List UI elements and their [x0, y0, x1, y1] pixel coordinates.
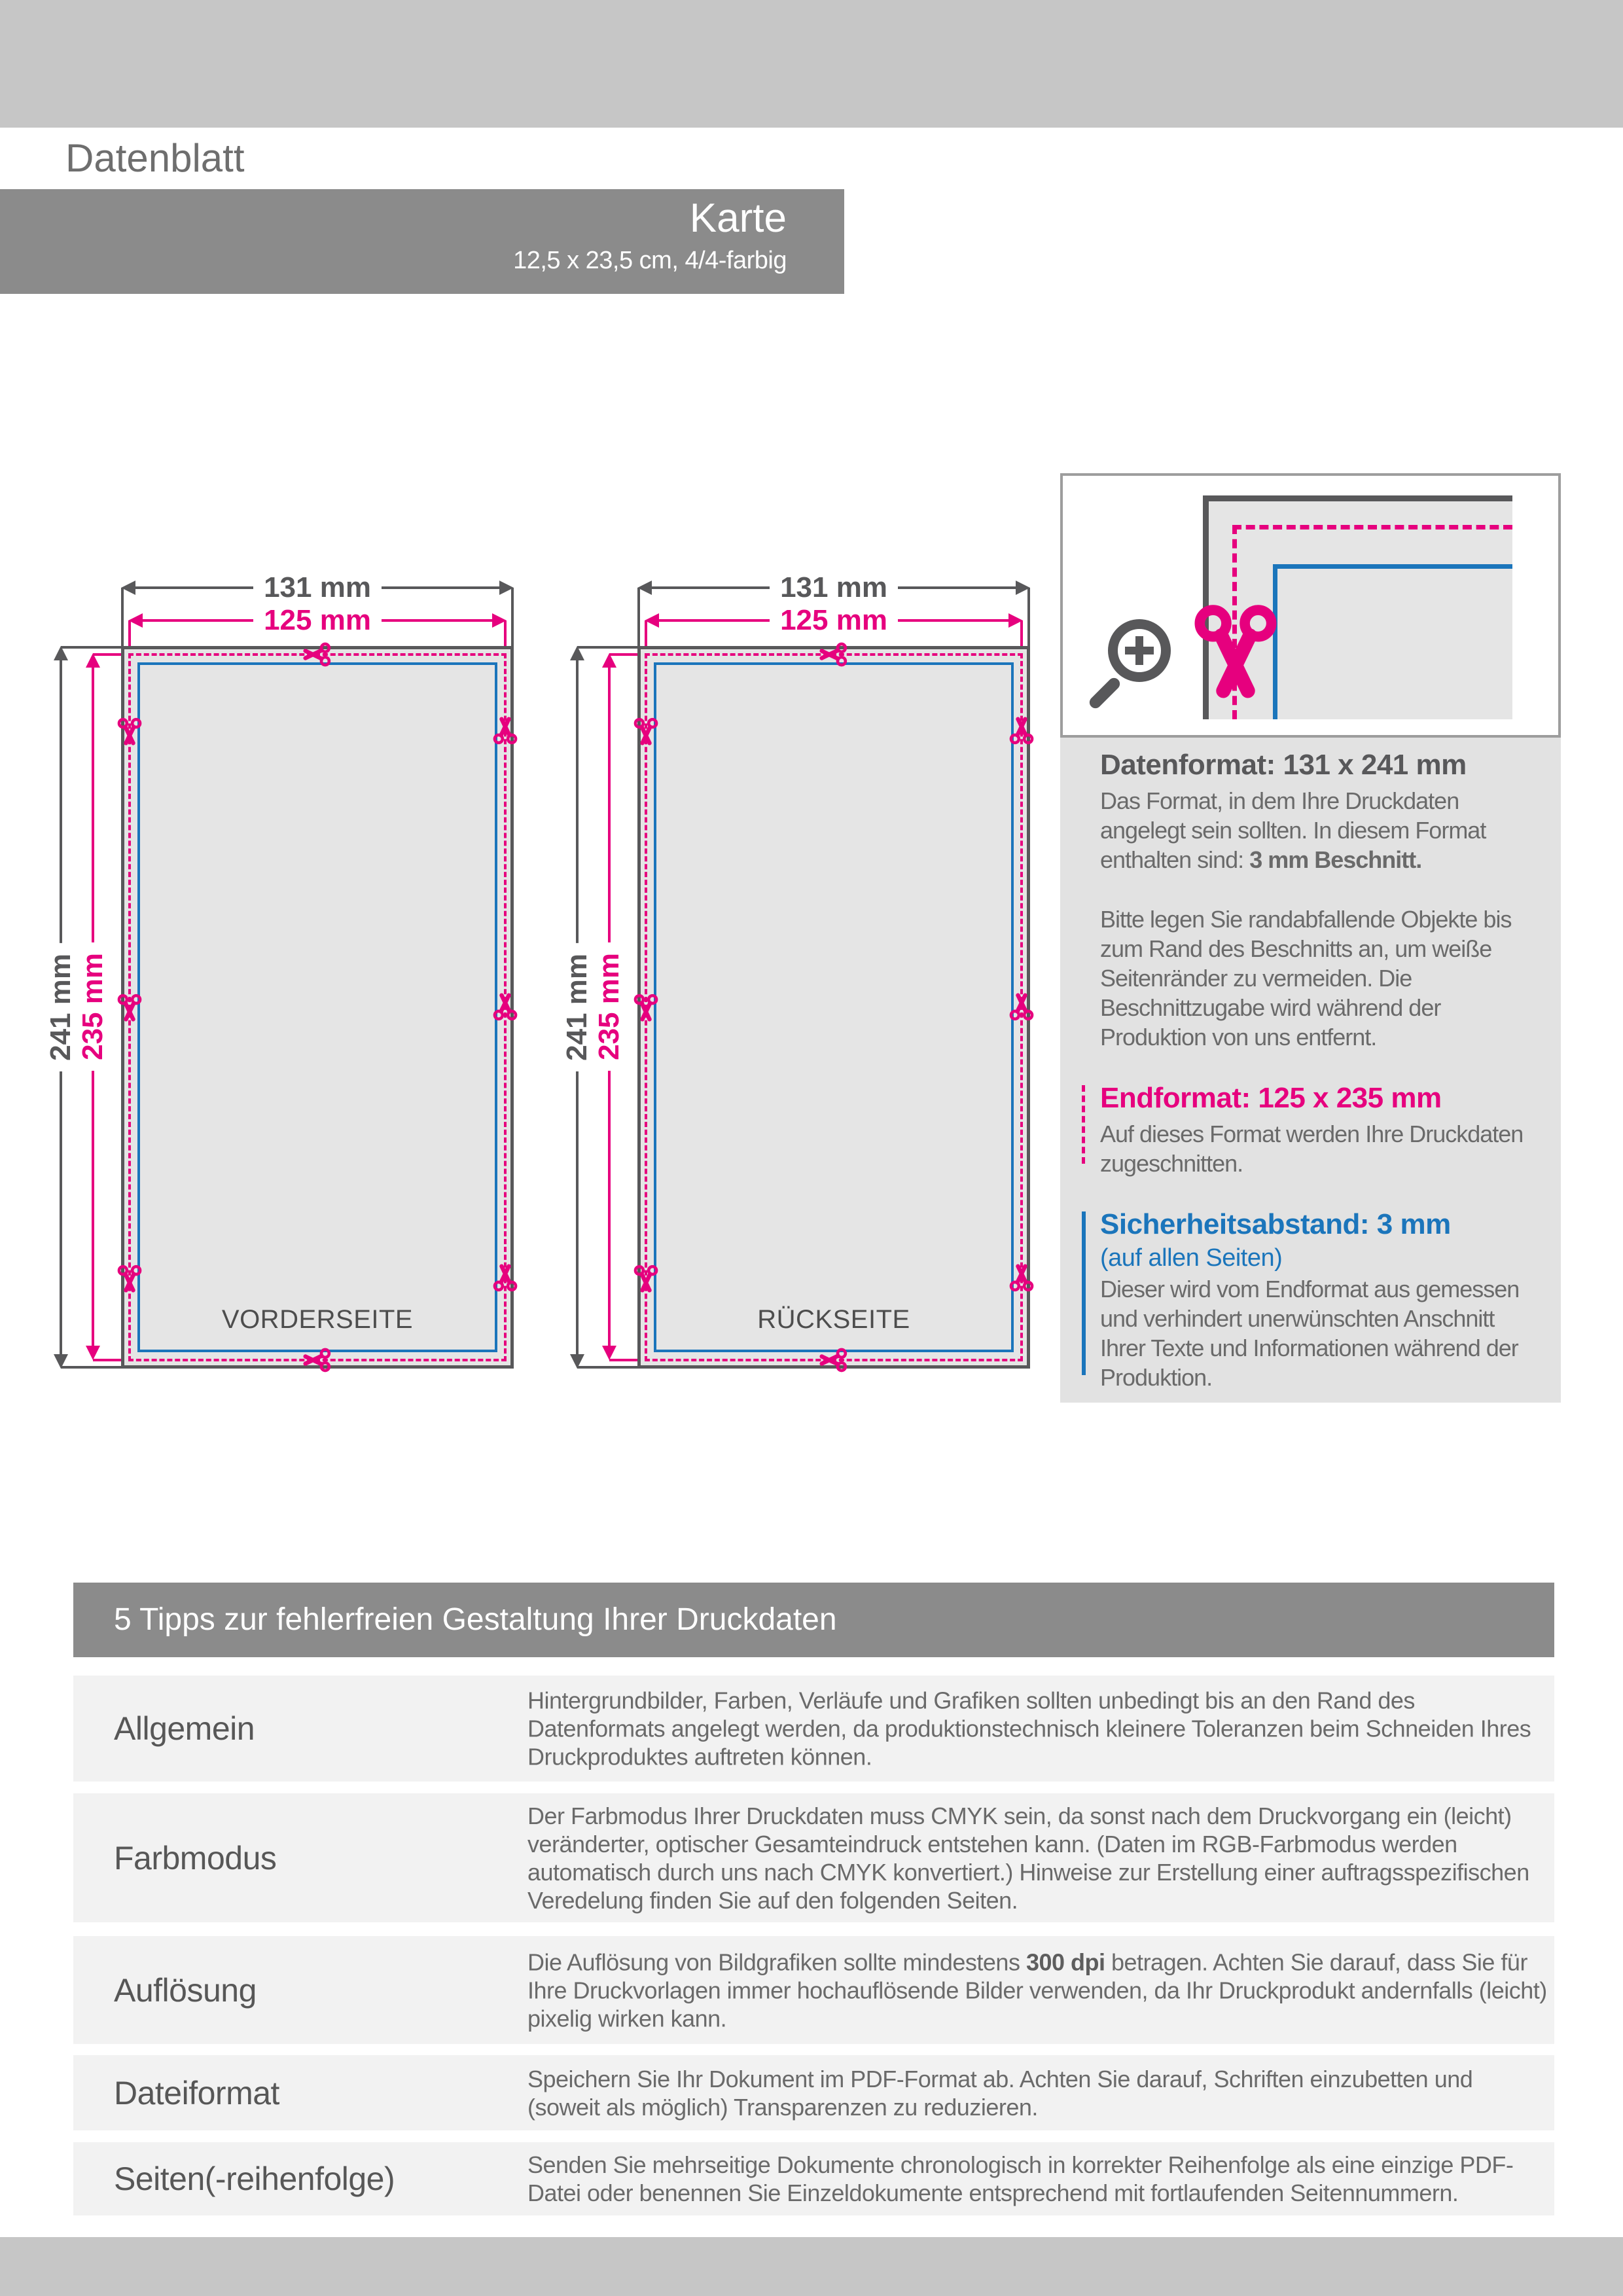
- tip-row-dateiformat: [73, 2055, 1554, 2130]
- extension-line: [511, 588, 514, 646]
- format-info-panel: [1060, 738, 1561, 1403]
- dimension-height-inner: [595, 653, 624, 1360]
- scissors-icon: [819, 640, 848, 669]
- tip-text: Die Auflösung von Bildgrafiken sollte mindestens 300 dpi betragen. Achten Sie darauf, dass Sie für Ihre Druckvorlagen immer hochauflösende Bilder verwenden, da Ihr Druckprodukt andernfalls (leicht) pixelig wirken kann.: [527, 1948, 1547, 2032]
- scissors-icon: [491, 717, 520, 745]
- back-card-diagram: [561, 571, 1030, 1369]
- tip-label: Seiten(-reihenfolge): [114, 2161, 395, 2197]
- extension-line: [61, 646, 121, 649]
- tip-text: Hintergrundbilder, Farben, Verläufe und Grafiken sollten unbedingt bis an den Rand des Datenformats angelegt werden, da produktionstechnisch kleinere Toleranzen beim Schneiden Ihres Druckproduktes auftreten können.: [527, 1687, 1531, 1770]
- dim-label-131: 131 mm: [264, 571, 371, 603]
- endformat-section: [1100, 1081, 1537, 1178]
- dim-label-131: 131 mm: [780, 571, 887, 603]
- scissors-icon: [115, 993, 144, 1022]
- blue-solid-rule: [1082, 1211, 1086, 1375]
- tip-label: Dateiformat: [114, 2074, 279, 2111]
- card-corner-magnified: [1203, 495, 1512, 719]
- product-subtitle: 12,5 x 23,5 cm, 4/4-farbig: [513, 247, 787, 274]
- endformat-heading: Endformat: 125 x 235 mm: [1100, 1082, 1442, 1114]
- dimension-width-inner: [645, 606, 1023, 635]
- tip-label: Farbmodus: [114, 1839, 277, 1876]
- tip-row-farbmodus: [73, 1793, 1554, 1922]
- dim-label-235: 235 mm: [593, 942, 626, 1071]
- top-gray-band: [0, 0, 1623, 128]
- dimension-width-outer: [637, 573, 1030, 602]
- tip-row-allgemein: [73, 1676, 1554, 1782]
- sicherheitsabstand-heading: Sicherheitsabstand: 3 mm: [1100, 1208, 1451, 1240]
- extension-line: [61, 1366, 121, 1369]
- datenblatt-label: Datenblatt: [65, 136, 245, 180]
- dimension-width-outer: [121, 573, 514, 602]
- scissors-icon: [1186, 601, 1285, 699]
- extension-line: [121, 588, 124, 646]
- safety-margin-rect: [137, 662, 497, 1352]
- product-banner: [0, 189, 844, 294]
- datenformat-heading: Datenformat: 131 x 241 mm: [1100, 749, 1467, 781]
- scissors-icon: [491, 1264, 520, 1293]
- scissors-icon: [303, 640, 332, 669]
- tip-text: Senden Sie mehrseitige Dokumente chronologisch in korrekter Reihenfolge als eine einzige PDF-Datei oder benennen Sie Einzeldokumente entsprechend mit fortlaufenden Seitennummern.: [527, 2151, 1514, 2206]
- front-card-diagram: [45, 571, 514, 1369]
- dimension-width-inner: [128, 606, 507, 635]
- front-side-label: VORDERSEITE: [221, 1305, 414, 1334]
- datenformat-body: Das Format, in dem Ihre Druckdaten angelegt sein sollten. In diesem Format enthalten sind: 3 mm Beschnitt.: [1100, 787, 1486, 873]
- scissors-icon: [819, 1346, 848, 1374]
- dim-label-241: 241 mm: [45, 943, 77, 1071]
- dimension-height-outer: [46, 646, 75, 1369]
- tips-heading: 5 Tipps zur fehlerfreien Gestaltung Ihrer Druckdaten: [114, 1602, 837, 1637]
- sicherheitsabstand-subheading: (auf allen Seiten): [1100, 1244, 1283, 1272]
- extension-line: [637, 588, 640, 646]
- dimension-height-inner: [79, 653, 107, 1360]
- safety-margin-line: [1273, 564, 1512, 719]
- extension-line: [1027, 588, 1030, 646]
- dim-label-235: 235 mm: [77, 942, 109, 1071]
- scissors-icon: [632, 1264, 660, 1293]
- scissors-icon: [1007, 1264, 1036, 1293]
- datenblatt-tag: [0, 128, 332, 189]
- safety-margin-rect: [654, 662, 1014, 1352]
- dimension-height-outer: [563, 646, 592, 1369]
- bleed-detail-box: [1060, 473, 1561, 738]
- back-side-label: RÜCKSEITE: [757, 1305, 910, 1334]
- scissors-icon: [1007, 717, 1036, 745]
- datenformat-section: [1100, 748, 1537, 1052]
- magenta-dashed-rule: [1082, 1085, 1085, 1164]
- tip-row-seitenreihenfolge: [73, 2142, 1554, 2215]
- extension-line: [577, 646, 637, 649]
- product-title: Karte: [689, 196, 787, 241]
- tip-label: Allgemein: [114, 1710, 255, 1747]
- scissors-icon: [115, 717, 144, 745]
- tip-label: Auflösung: [114, 1971, 257, 2009]
- sicherheitsabstand-section: [1100, 1208, 1537, 1392]
- tips-header-bar: [73, 1583, 1554, 1657]
- tip-text: Speichern Sie Ihr Dokument im PDF-Format ab. Achten Sie darauf, Schriften einzubetten und (soweit als möglich) Transparenzen zu reduzieren.: [527, 2065, 1473, 2121]
- tip-text: Der Farbmodus Ihrer Druckdaten muss CMYK sein, da sonst nach dem Druckvorgang ein (leicht) veränderter, optischer Gesamteindruck entstehen kann. (Daten im RGB-Farbmodus werden automatisch durch uns nach CMYK konvertiert.) Hinweise zur Erstellung einer auftragsspezifischen Veredelung finden Sie auf den folgenden Seiten.: [527, 1802, 1529, 1914]
- arrow-down-icon: [86, 1346, 100, 1360]
- bottom-gray-band: [0, 2237, 1623, 2296]
- dim-label-125: 125 mm: [780, 604, 887, 636]
- scissors-icon: [491, 993, 520, 1022]
- dim-label-241: 241 mm: [561, 943, 594, 1071]
- endformat-body: Auf dieses Format werden Ihre Druckdaten zugeschnitten.: [1100, 1121, 1524, 1177]
- scissors-icon: [303, 1346, 332, 1374]
- scissors-icon: [115, 1264, 144, 1293]
- arrow-down-icon: [602, 1346, 616, 1360]
- sicherheitsabstand-body: Dieser wird vom Endformat aus gemessen und verhindert unerwünschten Anschnitt Ihrer Texte und Informationen während der Produktion.: [1100, 1276, 1520, 1391]
- extension-line: [577, 1366, 637, 1369]
- tip-row-aufloesung: [73, 1936, 1554, 2044]
- datenformat-body-2: Bitte legen Sie randabfallende Objekte bis zum Rand des Beschnitts an, um weiße Seitenränder zu vermeiden. Die Beschnittzugabe wird während der Produktion von uns entfernt.: [1100, 906, 1512, 1050]
- scissors-icon: [1007, 993, 1036, 1022]
- scissors-icon: [632, 993, 660, 1022]
- magnifier-plus-icon: [1108, 619, 1171, 682]
- dim-label-125: 125 mm: [264, 604, 371, 636]
- scissors-icon: [632, 717, 660, 745]
